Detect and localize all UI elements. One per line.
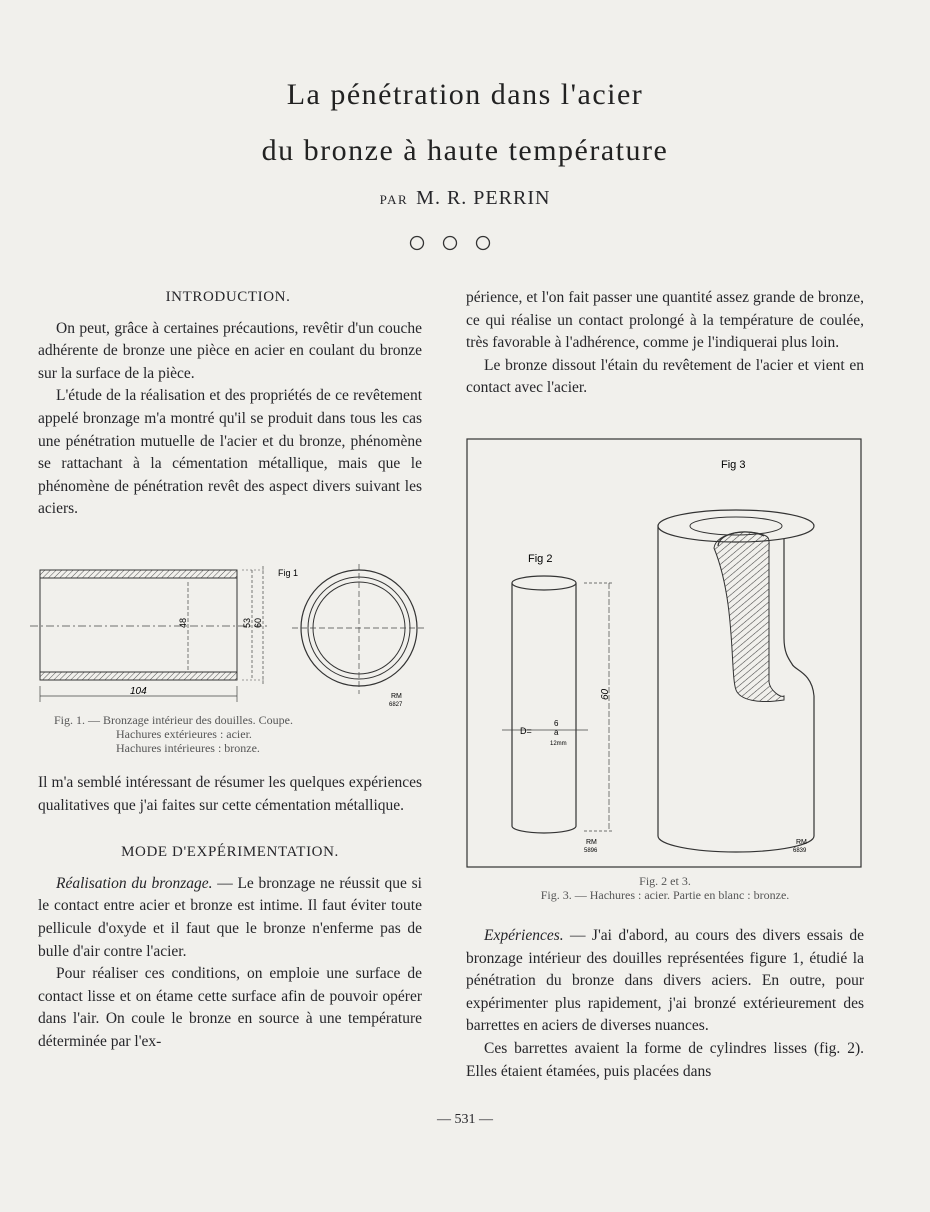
caption-line: Fig. 1. — Bronzage intérieur des douilles. Coupe. [54, 713, 293, 727]
fig2-dim-60: 60 [600, 688, 611, 700]
caption-line: Fig. 3. — Hachures : acier. Partie en blanc : bronze. [540, 888, 790, 902]
caption-line: Fig. 2 et 3. [639, 874, 691, 888]
fig3-ref-rm: RM [796, 839, 807, 846]
section-heading-introduction: INTRODUCTION. [165, 289, 291, 305]
figure-2-3-drawing [466, 438, 862, 868]
fig2-ref-rm: RM [586, 839, 597, 846]
fig3-cut-cylinder [658, 510, 814, 852]
left-column-intro [38, 286, 422, 521]
fig2-cylinder [502, 576, 612, 833]
fig1-dim-53: 53 [242, 617, 252, 628]
ornament-circle [477, 237, 490, 250]
right-column-upper [466, 287, 864, 400]
byline [0, 187, 930, 210]
paragraph-realisation [38, 873, 422, 963]
paragraph-barrettes: Ces barrettes avaient la forme de cylindres lisses (fig. 2). Elles étaient étamées, puis placées dans [466, 1039, 864, 1080]
fig2-ref-number: 5896 [584, 848, 598, 854]
paragraph-etain: Le bronze dissout l'étain du revêtement de l'acier et vient en contact avec l'acier. [466, 356, 864, 397]
caption-line: Hachures extérieures : acier. [116, 727, 252, 741]
article-title-line-2: du bronze à haute température [261, 134, 669, 167]
fig2-dim-12: 12mm [550, 741, 567, 747]
ornament-circle [411, 237, 424, 250]
lead-experiences: Expériences. [484, 927, 564, 944]
fig1-dim-104: 104 [130, 686, 147, 697]
lead-realisation: Réalisation du bronzage. [56, 874, 213, 892]
paragraph-experiences [466, 925, 864, 1038]
fig1-end-view [292, 564, 426, 694]
fig1-dim-48: 48 [178, 617, 188, 628]
paragraph-conditions: Pour réaliser ces conditions, on emploie une surface de contact lisse et on étame cette surface afin de pouvoir opérer dans l'air. On coule le bronze en source à une température déterminée par l'ex- [38, 965, 422, 1050]
fig2-dim-a: a [554, 728, 559, 737]
page-number: — 531 — [437, 1112, 493, 1127]
fig1-dim-60: 60 [253, 617, 263, 628]
ornament-circles [405, 233, 495, 253]
paragraph-summary: Il m'a semblé intéressant de résumer les quelques expériences qualitatives que j'ai faites sur cette cémentation métallique. [38, 774, 422, 814]
left-column-lower [38, 772, 422, 1054]
fig2-dim-6: 6 [554, 719, 559, 728]
paragraph-continuation: périence, et l'on fait passer une quantité assez grande de bronze, ce qui réalise un contact prolongé à la température de coulée, très favorable à l'adhérence, comme je l'indiquerai plus loin. [466, 289, 864, 352]
fig2-dim-d: D= [520, 726, 532, 736]
byline-par: PAR [379, 192, 409, 207]
section-heading-mode: MODE D'EXPÉRIMENTATION. [121, 844, 339, 861]
ornament-circle [444, 237, 457, 250]
figure-1-caption [54, 713, 293, 755]
figure-1-douille-drawing [30, 562, 430, 710]
paragraph-text: — J'ai d'abord, au cours des divers essais de bronzage intérieur des douilles représentées figure 1, étudié la pénétration du bronze dans divers aciers. En outre, pour expérimenter plus rapidement, j'ai bronzé extérieurement des barrettes en aciers de diverses nuances. [466, 927, 864, 1035]
fig3-ref-number: 6839 [793, 848, 807, 854]
caption-line: Hachures intérieures : bronze. [116, 741, 260, 755]
fig1-section-view [30, 566, 298, 702]
fig3-label: Fig 3 [721, 459, 746, 471]
fig2-label: Fig 2 [528, 553, 553, 565]
fig1-ref-number: 6827 [389, 702, 403, 708]
figure-2-3-caption [466, 874, 864, 902]
fig1-label: Fig 1 [278, 568, 299, 578]
fig1-ref-rm: RM [391, 693, 402, 700]
right-column-lower [466, 925, 864, 1083]
paragraph-intro-2: L'étude de la réalisation et des propriétés de ce revêtement appelé bronzage m'a montré qu'il se produit dans tous les cas une pénétration mutuelle de l'acier et du bronze, phénomène se rattachant à la cémentation métallique, mais que le phénomène de pénétration revêt des aspect divers suivant les aciers. [38, 387, 422, 518]
article-title-line-1: La pénétration dans l'acier [286, 78, 644, 111]
author-name: M. R. PERRIN [416, 187, 551, 209]
paragraph-intro-1: On peut, grâce à certaines précautions, revêtir d'un couche adhérente de bronze une pièce en acier en coulant du bronze sur la surface de la pièce. [38, 319, 422, 382]
paragraph-text: — Le bronzage ne réussit que si le contact entre acier et bronze est intime. Il faut éviter toute pellicule d'oxyde et il faut que le bronze n'enferme pas de bulle d'air contre l'acier. [38, 874, 422, 960]
